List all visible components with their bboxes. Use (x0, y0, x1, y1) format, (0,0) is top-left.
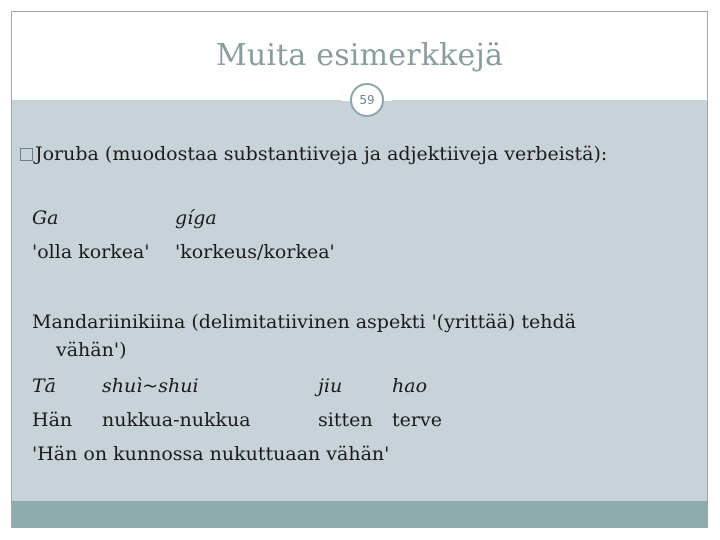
gloss-row-2-word-2: nukkua-nukkua (102, 409, 251, 431)
gloss-row-1-word-2: shuì~shui (102, 375, 199, 397)
mandarin-heading-line-1: Mandariinikiina (delimitatiivinen aspekti '(yrittää) tehdä (32, 311, 576, 333)
page-number-badge (350, 83, 384, 117)
mandarin-translation: 'Hän on kunnossa nukuttuaan vähän' (32, 443, 390, 465)
gloss-row-1-word-3: jiu (318, 375, 343, 397)
yoruba-gloss-1: 'olla korkea' (32, 241, 150, 263)
mandarin-heading-line-2: vähän') (56, 339, 127, 361)
slide-body (12, 101, 707, 501)
gloss-row-2-word-3: sitten (318, 409, 373, 431)
slide-title: Muita esimerkkejä (215, 38, 504, 73)
bullet-text: Joruba (muodostaa substantiiveja ja adjektiiveja verbeistä): (35, 143, 608, 165)
footer-bar (12, 501, 707, 528)
gloss-row-2-word-1: Hän (32, 409, 73, 431)
square-bullet-icon (20, 148, 33, 161)
yoruba-word-2: gíga (175, 207, 217, 229)
slide (11, 11, 708, 528)
gloss-row-1-word-4: hao (392, 375, 428, 397)
yoruba-word-1: Ga (32, 207, 59, 229)
gloss-row-1-word-1: Tā (32, 375, 57, 397)
page-number: 59 (359, 93, 375, 107)
gloss-row-2-word-4: terve (392, 409, 442, 431)
bullet-line (20, 143, 607, 165)
yoruba-gloss-2: 'korkeus/korkea' (175, 241, 335, 263)
